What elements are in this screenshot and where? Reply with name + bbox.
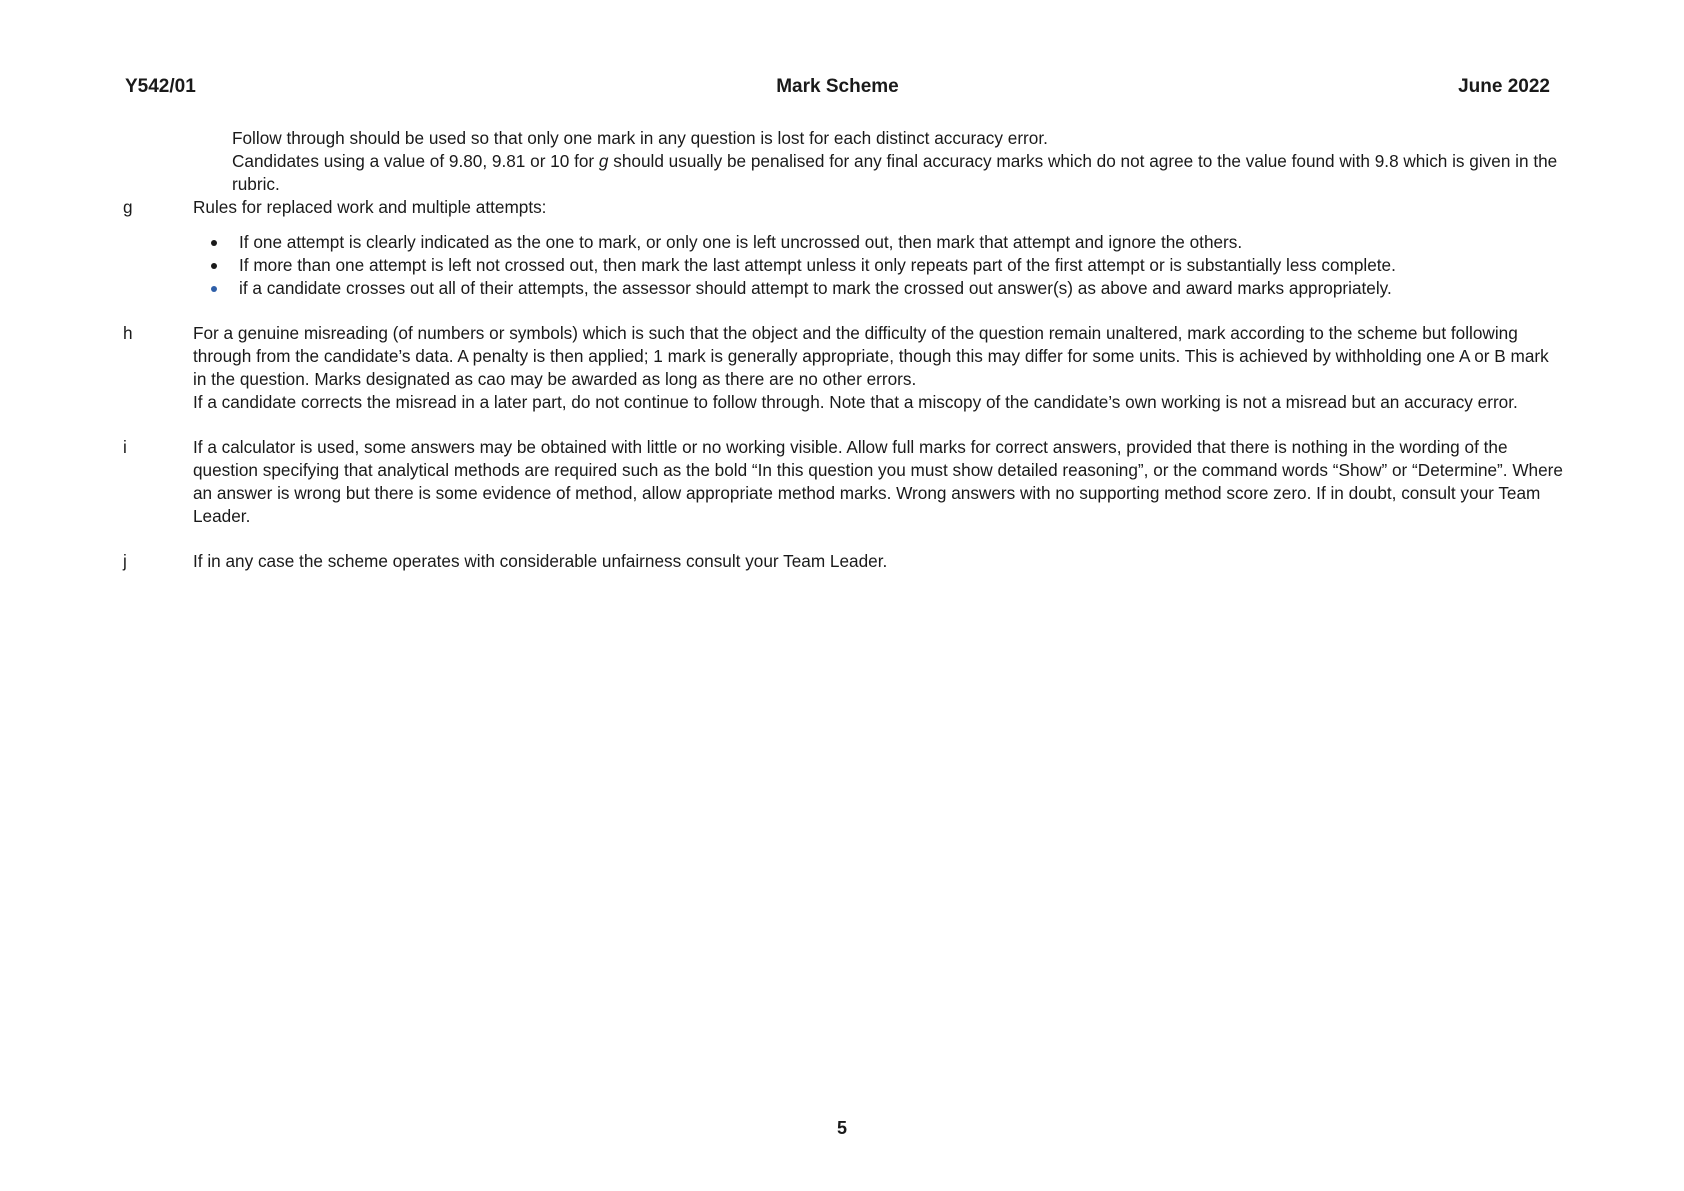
page-header [125,76,1550,102]
intro-line-2-post: should usually be penalised for any final accuracy marks which do not agree to the value found with 9.8 which is given in the rubric. [232,151,1558,194]
item-letter: h [123,323,133,343]
attempts-bullet-list [193,231,1563,300]
item-letter: g [123,197,133,217]
bullet-icon [211,286,217,292]
list-item [193,254,1563,277]
bullet-icon [211,240,217,246]
bullet-text: If one attempt is clearly indicated as the one to mark, or only one is left uncrossed out, then mark that attempt and ignore the others. [239,232,1243,252]
intro-line-2-pre: Candidates using a value of 9.80, 9.81 or 10 for [232,151,599,171]
paper-code: Y542/01 [125,76,196,97]
item-h-text-2: If a candidate corrects the misread in a later part, do not continue to follow through. Note that a miscopy of the candidate’s own working is not a misread but an accuracy error. [193,392,1518,412]
intro-block [232,127,1563,196]
list-item [193,231,1563,254]
bullet-text: if a candidate crosses out all of their attempts, the assessor should attempt to mark the crossed out answer(s) as above and award marks appropriately. [239,278,1392,298]
list-item [193,277,1563,300]
bullet-icon [211,263,217,269]
item-h-text-1: For a genuine misreading (of numbers or symbols) which is such that the object and the difficulty of the question remain unaltered, mark according to the scheme but following through from the candidate’s data. A penalty is then applied; 1 mark is generally appropriate, though this may differ for some units. This is achieved by withholding one A or B mark in the question. Marks designated as cao may be awarded as long as there are no other errors. [193,323,1549,389]
document-title: Mark Scheme [776,76,899,97]
item-j [123,550,1563,573]
item-g-text: Rules for replaced work and multiple attempts: [193,197,547,217]
item-letter: j [123,551,127,571]
item-h [123,322,1563,414]
item-letter: i [123,437,127,457]
mark-scheme-body [123,127,1563,573]
intro-line-2 [232,150,1563,196]
item-i [123,436,1563,528]
item-j-text: If in any case the scheme operates with considerable unfairness consult your Team Leader. [193,551,888,571]
exam-date: June 2022 [1458,76,1550,97]
bullet-text: If more than one attempt is left not crossed out, then mark the last attempt unless it only repeats part of the first attempt or is substantially less complete. [239,255,1396,275]
intro-line-1: Follow through should be used so that only one mark in any question is lost for each distinct accuracy error. [232,128,1048,148]
item-g [123,196,1563,300]
item-i-text: If a calculator is used, some answers may be obtained with little or no working visible. Allow full marks for correct answers, provided that there is nothing in the wording of the question specifying that analytical methods are required such as the bold “In this question you must show detailed reasoning”, or the command words “Show” or “Determine”. Where an answer is wrong but there is some evidence of method, allow appropriate method marks. Wrong answers with no supporting method score zero. If in doubt, consult your Team Leader. [193,437,1563,526]
page-number: 5 [836,1118,847,1138]
variable-g: g [598,151,609,171]
